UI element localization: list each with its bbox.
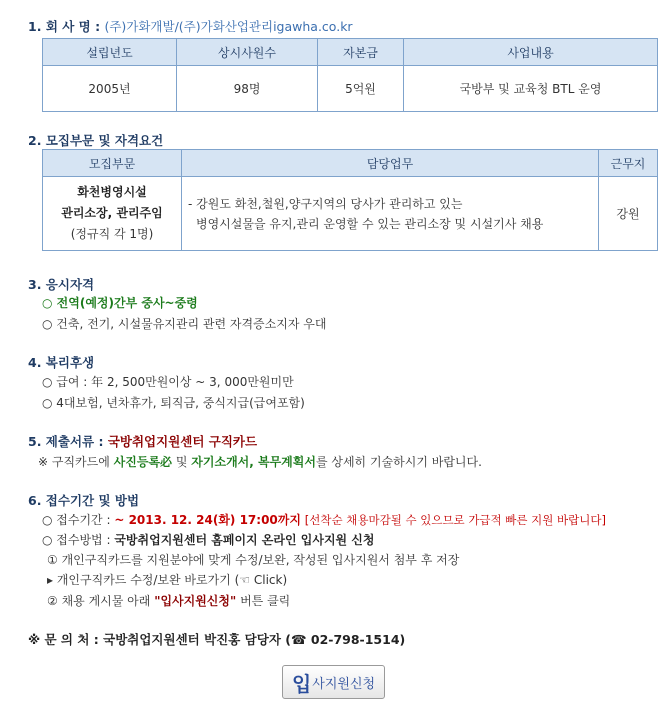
edit-card-link[interactable]: ▸ 개인구직카드 수정/보완 바로가기 (☜ Click) <box>47 573 288 587</box>
cell-founded: 2005년 <box>43 66 177 112</box>
recruit-table-header <box>43 150 658 177</box>
recruit-table-row <box>43 177 658 251</box>
benefit-salary: ○ 급여 : 年 2, 500만원이상 ~ 3, 000만원미만 <box>42 375 294 389</box>
period-note: [선착순 채용마감될 수 있으므로 가급적 빠른 지원 바랍니다] <box>304 513 606 527</box>
qualification-rank: ○ 전역(예정)간부 중사~중령 <box>42 296 198 310</box>
cell-capital: 5억원 <box>318 66 404 112</box>
method-value: 국방취업지원센터 홈페이지 온라인 입사지원 신청 <box>114 533 375 547</box>
header-capital: 자본금 <box>318 39 404 66</box>
contact-info: ※ 문 의 처 : 국방취업지원센터 박진홍 담당자 (☎ 02-798-1514) <box>28 632 406 647</box>
step2-prefix: ② 채용 게시물 아래 <box>47 594 151 608</box>
benefit-insurance: ○ 4대보험, 년차휴가, 퇴직금, 중식지급(급여포함) <box>42 396 305 410</box>
dept-type: (정규직 각 1명) <box>70 227 154 241</box>
apply-button-initial: 입 <box>291 671 312 696</box>
dept-positions: 관리소장, 관리주임 <box>61 206 163 220</box>
step2-line <box>47 592 290 609</box>
section4-title: 4. 복리후생 <box>28 355 95 370</box>
company-name: (주)가화개발/(주)가화산업관리 <box>104 19 274 34</box>
header-dept: 모집부문 <box>43 150 182 177</box>
section2-title: 2. 모집부문 및 자격요건 <box>28 133 164 148</box>
note-docs: 자기소개서, 복무계획서 <box>191 455 316 469</box>
cell-duty <box>182 177 599 251</box>
note-prefix: ※ 구직카드에 <box>38 455 110 469</box>
cell-dept <box>43 177 182 251</box>
duty-line1: - 강원도 화천,철원,양구지역의 당사가 관리하고 있는 <box>188 196 463 211</box>
section3-title: 3. 응시자격 <box>28 277 95 292</box>
qualification-cert: ○ 건축, 전기, 시설물유지관리 관련 자격증소지자 우대 <box>42 317 327 331</box>
cell-employees: 98명 <box>177 66 318 112</box>
note-photo: 사진등록必 <box>113 455 173 469</box>
section1-title <box>28 17 353 35</box>
recruit-table <box>42 149 658 251</box>
submit-doc: 국방취업지원센터 구직카드 <box>107 434 258 449</box>
header-founded: 설립년도 <box>43 39 177 66</box>
header-duty: 담당업무 <box>182 150 599 177</box>
period-label: ○ 접수기간 : <box>42 513 111 527</box>
step1-text: ① 개인구직카드를 지원분야에 맞게 수정/보완, 작성된 입사지원서 첨부 후 저장 <box>47 553 460 567</box>
company-site-link[interactable]: igawha.co.kr <box>273 19 353 34</box>
section5-label: 5. 제출서류 : <box>28 434 104 449</box>
company-table-header <box>43 39 658 66</box>
apply-button-label: 사지원신청 <box>312 676 376 692</box>
method-line <box>42 531 375 548</box>
section5-note <box>38 453 482 470</box>
note-and: 및 <box>175 455 188 469</box>
period-value: ~ 2013. 12. 24(화) 17:00까지 <box>114 513 301 527</box>
header-business: 사업내용 <box>404 39 658 66</box>
section1-number: 1. <box>28 19 42 34</box>
duty-line2: 병영시설물을 유지,관리 운영할 수 있는 관리소장 및 시설기사 채용 <box>196 216 544 231</box>
step2-button-name: "입사지원신청" <box>154 594 237 608</box>
cell-business: 국방부 및 교육청 BTL 운영 <box>404 66 658 112</box>
method-label: ○ 접수방법 : <box>42 533 111 547</box>
dept-name: 화천병영시설 <box>77 185 147 199</box>
company-label: 회 사 명 : <box>45 19 101 34</box>
section6-title: 6. 접수기간 및 방법 <box>28 493 140 508</box>
note-suffix: 를 상세히 기술하시기 바랍니다. <box>315 455 482 469</box>
company-info-table <box>42 38 658 112</box>
header-employees: 상시사원수 <box>177 39 318 66</box>
apply-button[interactable] <box>282 665 385 699</box>
cell-location: 강원 <box>599 177 658 251</box>
step2-suffix: 버튼 클릭 <box>240 594 291 608</box>
period-line <box>42 511 606 528</box>
header-location: 근무지 <box>599 150 658 177</box>
section5-title <box>28 432 257 450</box>
company-table-row <box>43 66 658 112</box>
